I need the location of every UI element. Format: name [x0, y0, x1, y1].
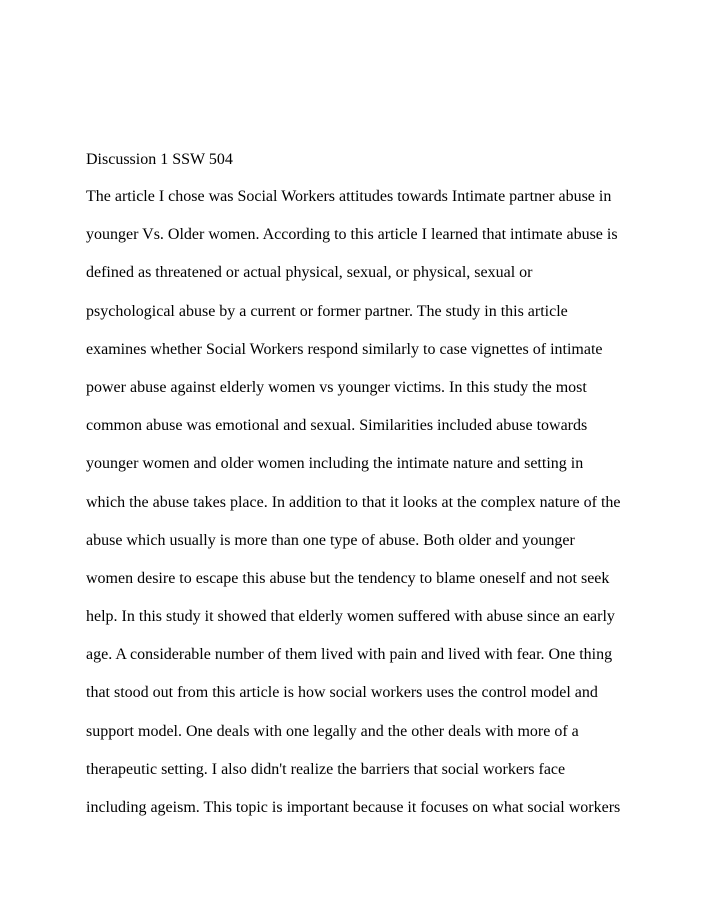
text-line: defined as threatened or actual physical, sexual, or physical, sexual or — [86, 264, 533, 282]
text-line: common abuse was emotional and sexual. Similarities included abuse towards — [86, 417, 588, 435]
document-body — [86, 149, 646, 835]
text-line: that stood out from this article is how social workers uses the control model and — [86, 684, 598, 702]
text-line: therapeutic setting. I also didn't realize the barriers that social workers face — [86, 760, 566, 778]
text-line: help. In this study it showed that elderly women suffered with abuse since an early — [86, 608, 615, 626]
text-line: The article I chose was Social Workers attitudes towards Intimate partner abuse in — [86, 188, 612, 205]
text-line: power abuse against elderly women vs younger victims. In this study the most — [86, 378, 587, 396]
text-line: age. A considerable number of them lived with pain and lived with fear. One thing — [86, 646, 613, 664]
text-line: including ageism. This topic is important because it focuses on what social workers — [86, 799, 621, 816]
document-paragraph — [86, 186, 646, 835]
text-line: younger Vs. Older women. According to this article I learned that intimate abuse is — [86, 226, 618, 244]
text-line: younger women and older women including the intimate nature and setting in — [86, 455, 584, 473]
text-line: support model. One deals with one legally and the other deals with more of a — [86, 722, 579, 740]
text-line: abuse which usually is more than one type of abuse. Both older and younger — [86, 531, 575, 549]
text-line: examines whether Social Workers respond similarly to case vignettes of intimate — [86, 340, 603, 358]
text-line: psychological abuse by a current or former partner. The study in this article — [86, 302, 568, 320]
text-line: women desire to escape this abuse but the tendency to blame oneself and not seek — [86, 569, 610, 587]
document-heading: Discussion 1 SSW 504 — [86, 151, 233, 168]
text-line: which the abuse takes place. In addition to that it looks at the complex nature of the — [86, 493, 621, 511]
